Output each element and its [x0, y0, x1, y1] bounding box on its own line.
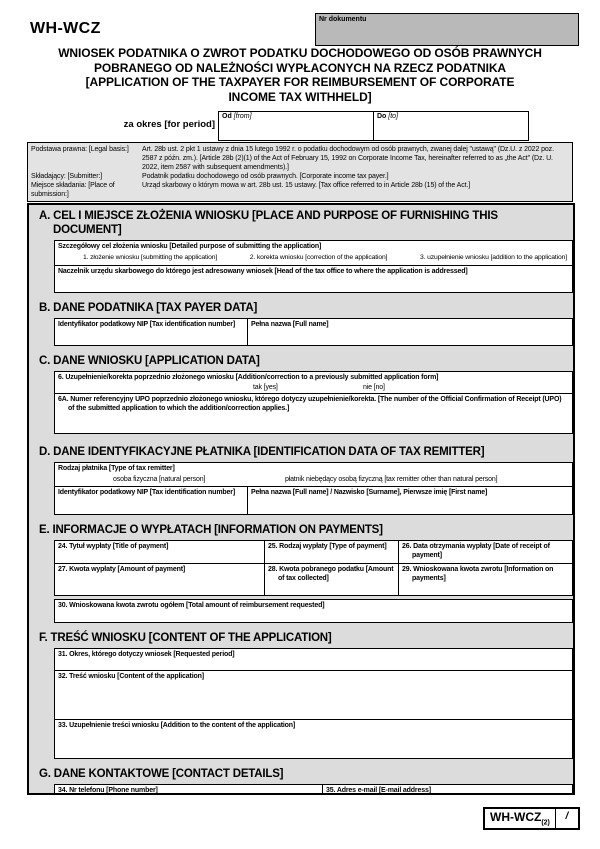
- form-code-logo: WH-WCZ: [30, 20, 101, 37]
- section-a-title: A. CEL I MIEJSCE ZŁOŻENIA WNIOSKU [PLACE AND PURPOSE OF FURNISHING THIS DOCUMENT]: [39, 210, 498, 236]
- purpose-options: [55, 252, 572, 261]
- payments-row-2: [54, 563, 573, 596]
- field-32-label: 32. Treść wniosku [Content of the application]: [58, 673, 204, 680]
- remitter-name-label: Pełna nazwa [Full name] / Nazwisko [Surname], Pierwsze imię [First name]: [251, 489, 488, 496]
- remitter-nip-field[interactable]: [55, 487, 248, 514]
- footer-form-version: (2): [541, 819, 550, 827]
- taxpayer-name-field[interactable]: [248, 319, 572, 345]
- period-from-hint: [from]: [233, 113, 252, 120]
- field-32-content[interactable]: [54, 670, 573, 720]
- section-f-title: F. TREŚĆ WNIOSKU [CONTENT OF THE APPLICATION]: [39, 632, 332, 644]
- period-to-hint: [to]: [388, 113, 399, 120]
- purpose-label: Szczegółowy cel złożenia wniosku [Detailed purpose of submitting the application]: [58, 243, 322, 250]
- section-e-title: E. INFORMACJE O WYPŁATACH [INFORMATION ON PAYMENTS]: [39, 524, 383, 536]
- section-c-title: C. DANE WNIOSKU [APPLICATION DATA]: [39, 355, 260, 367]
- footer-form-code: [485, 809, 555, 828]
- taxpayer-id-row: [54, 318, 573, 346]
- form-title-line: POBRANEGO OD NALEŻNOŚCI WYPŁACONYCH NA RZECZ PODATNIKA: [94, 60, 506, 75]
- taxpayer-name-label: Pełna nazwa [Full name]: [251, 321, 329, 328]
- field-31-label: 31. Okres, którego dotyczy wniosek [Requested period]: [58, 651, 235, 658]
- contact-row: [54, 784, 573, 795]
- section-d-title: D. DANE IDENTYFIKACYJNE PŁATNIKA [IDENTIFICATION DATA OF TAX REMITTER]: [39, 446, 485, 458]
- field-25-label: 25. Rodzaj wypłaty [Type of payment]: [268, 543, 387, 550]
- head-office-field[interactable]: [54, 265, 573, 293]
- field-29-label: 29. Wnioskowana kwota zwrotu [Information on payments]: [402, 566, 554, 582]
- form-title-line: WNIOSEK PODATNIKA O ZWROT PODATKU DOCHODOWEGO OD OSÓB PRAWNYCH: [58, 46, 542, 60]
- submitter-value: Podatnik podatku dochodowego od osób prawnych. [Corporate income tax payer.]: [142, 173, 389, 180]
- form-title-line: [APPLICATION OF THE TAXPAYER FOR REIMBURSEMENT OF CORPORATE: [85, 75, 515, 89]
- taxpayer-nip-label: Identyfikator podatkowy NIP [Tax identification number]: [58, 321, 236, 328]
- period-to-label: Do: [377, 113, 387, 120]
- purpose-field: [54, 240, 573, 266]
- remitter-id-row: [54, 486, 573, 515]
- section-b-title: B. DANE PODATNIKA [TAX PAYER DATA]: [39, 302, 258, 314]
- submitter-label: Składający: [Submitter:]: [31, 173, 103, 180]
- field-28-label: 28. Kwota pobranego podatku [Amount of tax collected]: [268, 566, 394, 582]
- field-6-no-option[interactable]: nie [no]: [363, 384, 385, 391]
- legal-basis-value: Art. 28b ust. 2 pkt 1 ustawy z dnia 15 lutego 1992 r. o podatku dochodowym od osób prawnych, zwanej dalej "ustawą" (Dz.U. z 2022 poz. 2587 z późn. zm.). [Article 28b (2)(1) of the Act of February 15, 1992 on Corporate Income Tax, hereinafter referred to as „the Act" (Dz. U. 2022, item 2587 with subsequent amendments).]: [142, 146, 554, 171]
- period-from-field[interactable]: [219, 112, 374, 140]
- field-6-correction: [54, 371, 573, 394]
- document-number-field[interactable]: [315, 13, 579, 46]
- field-6-label: 6. Uzupełnienie/korekta poprzednio złożonego wniosku [Addition/correction to a previously submitted application form]: [58, 374, 439, 381]
- form-title: [38, 46, 562, 104]
- field-26-date-of-receipt[interactable]: [399, 541, 572, 563]
- remitter-other-person-option[interactable]: płatnik niebędący osobą fizyczną [tax remitter other than natural person]: [285, 476, 498, 483]
- footer-form-code-text: WH-WCZ: [490, 810, 542, 824]
- field-6-yes-option[interactable]: tak [yes]: [253, 384, 278, 391]
- option-submit-application[interactable]: 1. złożenie wniosku [submitting the application]: [83, 253, 218, 261]
- option-addition[interactable]: 3. uzupełnienie wniosku [addition to the application]: [420, 253, 567, 261]
- field-33-label: 33. Uzupełnienie treści wniosku [Addition to the content of the application]: [58, 722, 296, 729]
- place-of-submission-label: Miejsce składania: [Place of submission:]: [31, 182, 115, 198]
- form-title-line: INCOME TAX WITHHELD]: [228, 89, 372, 104]
- remitter-type-field: [54, 462, 573, 487]
- field-35-email-address[interactable]: [323, 785, 572, 795]
- field-30-total-reimbursement[interactable]: [54, 599, 573, 623]
- field-6a-upo-number[interactable]: [54, 393, 573, 434]
- remitter-type-label: Rodzaj płatnika [Type of tax remitter]: [58, 465, 175, 472]
- field-6a-label: 6A. Numer referencyjny UPO poprzednio złożonego wniosku, którego dotyczy uzupełnienie/korekta. [The number of the Official Confirmation of Receipt (UPO) of the submitted application to which the addition/correction applies.]: [58, 396, 562, 412]
- remitter-name-field[interactable]: [248, 487, 572, 514]
- field-26-label: 26. Data otrzymania wypłaty [Date of receipt of payment]: [402, 543, 550, 559]
- remitter-natural-person-option[interactable]: osoba fizyczna [natural person]: [113, 476, 206, 483]
- form-body: [27, 203, 575, 795]
- field-27-amount-of-payment[interactable]: [55, 564, 265, 595]
- remitter-nip-label: Identyfikator podatkowy NIP [Tax identification number]: [58, 489, 236, 496]
- field-33-addition-to-content[interactable]: [54, 719, 573, 759]
- section-g-title: G. DANE KONTAKTOWE [CONTACT DETAILS]: [39, 768, 284, 780]
- legal-basis-label: Podstawa prawna: [Legal basis:]: [31, 146, 129, 153]
- option-correction[interactable]: 2. korekta wniosku [correction of the application]: [249, 253, 388, 261]
- period-label: za okres [for period]: [123, 119, 215, 130]
- document-number-label: Nr dokumentu: [319, 16, 367, 23]
- footer-form-code-box: [483, 807, 580, 830]
- field-25-type-of-payment[interactable]: [265, 541, 399, 563]
- field-24-title-of-payment[interactable]: [55, 541, 265, 563]
- legal-basis-box: [27, 142, 573, 202]
- payments-row-1: [54, 540, 573, 564]
- field-30-label: 30. Wnioskowana kwota zwrotu ogółem [Total amount of reimbursement requested]: [58, 602, 325, 609]
- period-to-field[interactable]: [374, 112, 528, 140]
- field-31-requested-period[interactable]: [54, 648, 573, 671]
- field-35-label: 35. Adres e-mail [E-mail address]: [326, 787, 431, 794]
- footer-page-cell: /: [555, 809, 578, 828]
- taxpayer-nip-field[interactable]: [55, 319, 248, 345]
- head-office-label: Naczelnik urzędu skarbowego do którego jest adresowany wniosek [Head of the tax office to where the application is addressed]: [58, 268, 468, 275]
- field-34-phone-number[interactable]: [55, 785, 323, 795]
- field-34-label: 34. Nr telefonu [Phone number]: [58, 787, 158, 794]
- period-from-label: Od: [222, 113, 232, 120]
- field-29-reimbursement-amount[interactable]: [399, 564, 572, 595]
- field-28-tax-collected[interactable]: [265, 564, 399, 595]
- place-of-submission-value: Urząd skarbowy o którym mowa w art. 28b ust. 15 ustawy. [Tax office referred to in Article 28b (15) of the Act.]: [142, 182, 471, 189]
- field-27-label: 27. Kwota wypłaty [Amount of payment]: [58, 566, 186, 573]
- period-range-box: [218, 111, 529, 141]
- field-24-label: 24. Tytuł wypłaty [Title of payment]: [58, 543, 169, 550]
